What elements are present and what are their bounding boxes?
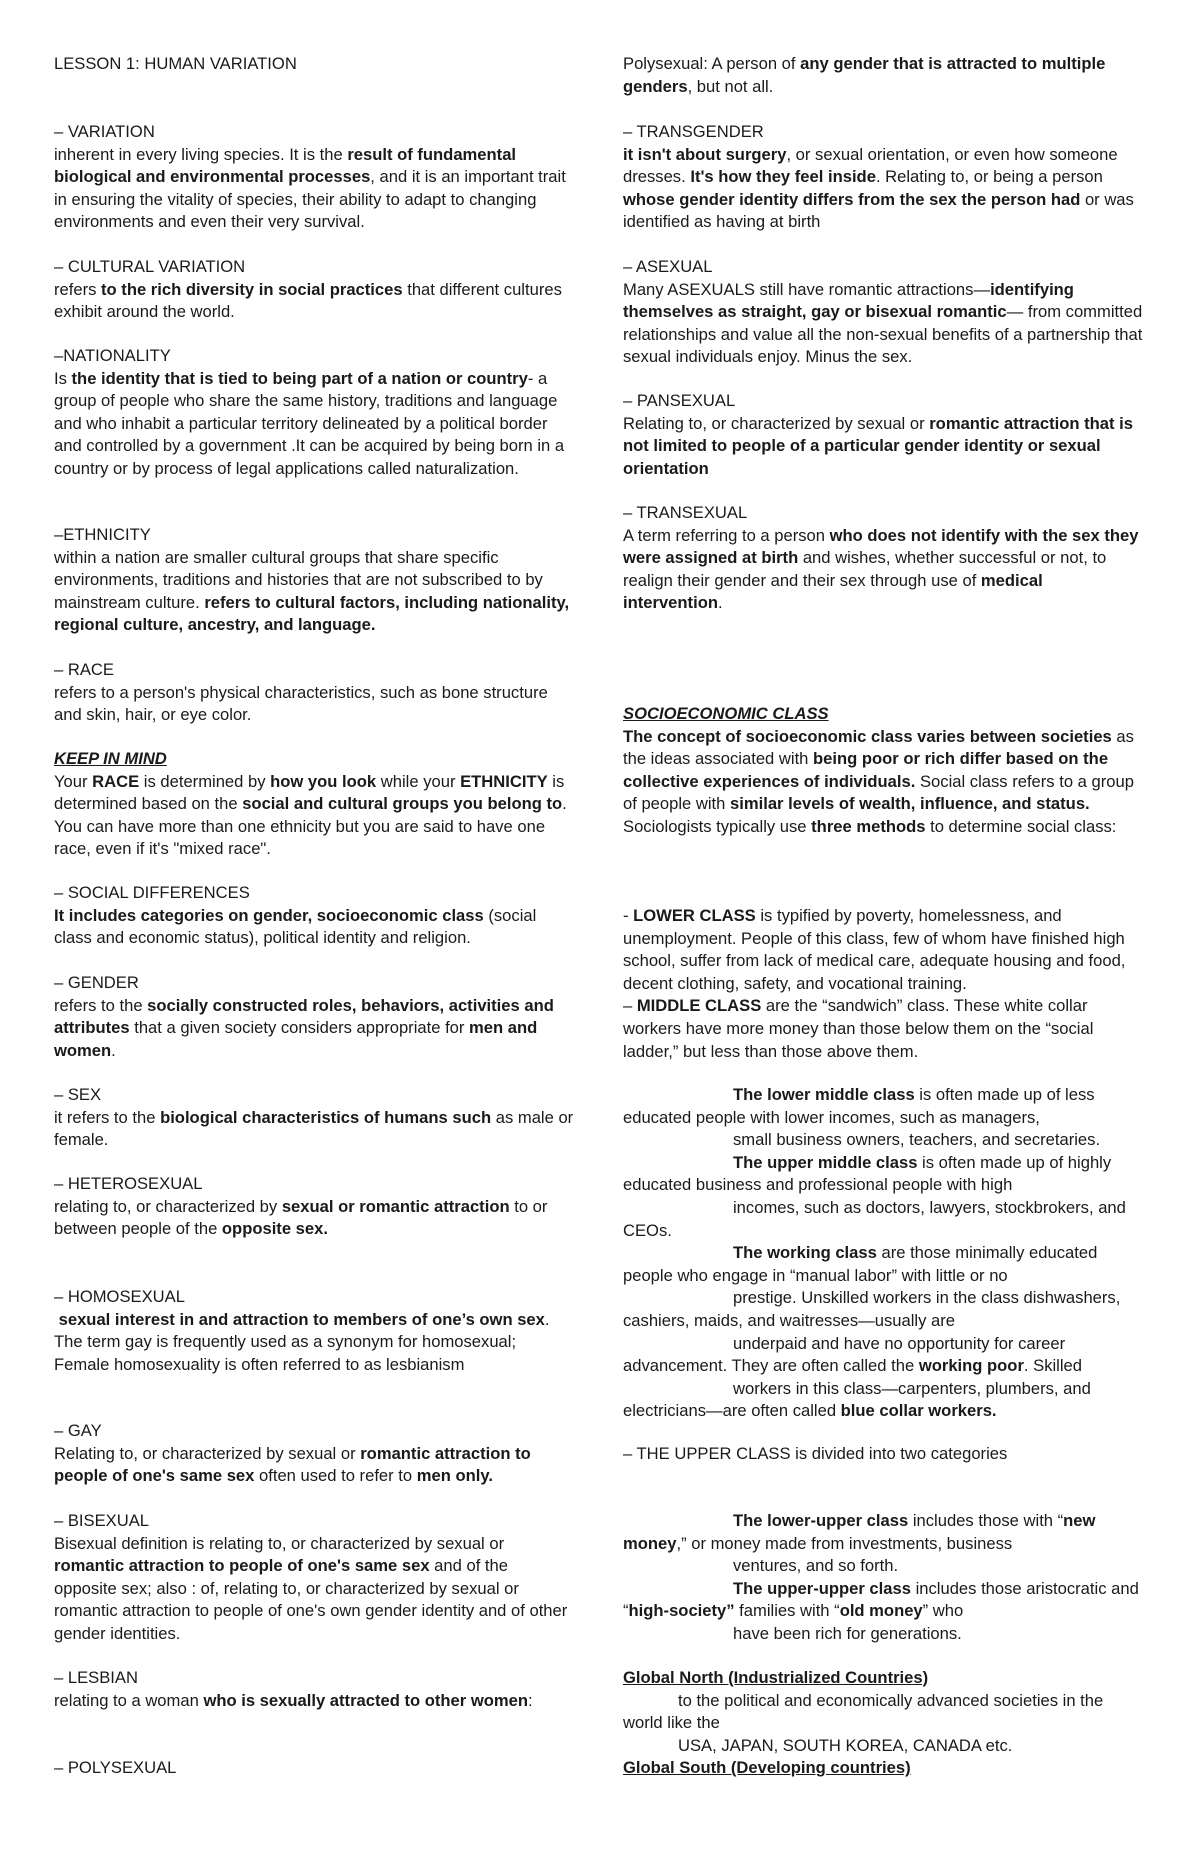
section-sex [54,1084,574,1152]
section-global-north [623,1667,1143,1780]
section-heading: –NATIONALITY [54,346,171,365]
section-heading: Global North (Industrialized Countries) [623,1668,929,1687]
lower-middle-class-cont: small business owners, teachers, and secretaries. [733,1130,1101,1150]
section-homosexual [54,1286,574,1376]
section-body: refers to a person's physical characteristics, such as bone structure and skin, hair, or eye color. [54,682,548,725]
section-body: Relating to, or characterized by sexual or romantic attraction that is not limited to people of a particular gender identity or sexual orientation [623,413,1133,478]
section-heading: – HOMOSEXUAL [54,1287,185,1306]
section-heading: – VARIATION [54,122,155,141]
section-heading: – CULTURAL VARIATION [54,257,246,276]
section-body: Is the identity that is tied to being part of a nation or country- a group of people who share the same history, traditions and language and who inhabit a particular territory delineated by a political border and controlled by a government .It can be acquired by being born in a country or by process of legal applications called naturalization. [54,368,565,478]
section-heading: – SEX [54,1085,102,1104]
section-body: It includes categories on gender, socioeconomic class (social class and economic status), political identity and religion. [54,905,537,948]
section-heterosexual [54,1173,574,1241]
section-heading: – HETEROSEXUAL [54,1174,203,1193]
section-middle-class-subtypes [623,1084,1143,1423]
section-heading: –ETHNICITY [54,525,151,544]
section-transgender [623,121,1143,234]
section-body: Many ASEXUALS still have romantic attractions—identifying themselves as straight, gay or bisexual romantic— from committed relationships and value all the non-sexual benefits of a partnership that sexual individuals enjoy. Minus the sex. [623,279,1143,367]
section-nationality [54,345,574,481]
section-heading: – PANSEXUAL [623,391,736,410]
section-heading: KEEP IN MIND [54,749,167,768]
lower-upper-class-cont: ventures, and so forth. [733,1556,899,1576]
section-social-differences [54,882,574,950]
working-class-cont: workers in this class—carpenters, plumbers, and electricians—are often called blue collar workers. [623,1378,1091,1421]
working-class-cont: underpaid and have no opportunity for career advancement. They are often called the working poor. Skilled [623,1333,1083,1376]
section-body: A term referring to a person who does not identify with the sex they were assigned at birth and wishes, whether successful or not, to realign their gender and their sex through use of medical intervention. [623,525,1139,613]
section-heading: – POLYSEXUAL [54,1758,177,1777]
section-socioeconomic-class [623,703,1143,839]
lower-class-item: - LOWER CLASS is typified by poverty, homelessness, and unemployment. People of this class, few of whom have finished high school, suffer from lack of medical care, adequate housing and food, decent clothing, safety, and vocational training. [623,906,1126,993]
section-heading: – TRANSGENDER [623,122,764,141]
section-body: it refers to the biological characteristics of humans such as male or female. [54,1107,574,1150]
section-heading: SOCIOECONOMIC CLASS [623,704,829,723]
section-body: inherent in every living species. It is the result of fundamental biological and environmental processes, and it is an important trait in ensuring the vitality of species, their ability to adapt to changing environments and even their very survival. [54,144,566,232]
upper-middle-class-cont: incomes, such as doctors, lawyers, stockbrokers, and CEOs. [623,1197,1126,1240]
section-keep-in-mind [54,748,574,861]
lower-upper-class-item: The lower-upper class includes those with “new money,” or money made from investments, business [623,1511,1096,1553]
section-body: to the political and economically advanced societies in the world like the [623,1690,1104,1733]
section-pansexual [623,390,1143,480]
section-body: relating to a woman who is sexually attracted to other women: [54,1690,533,1710]
section-transexual [623,502,1143,615]
working-class-item: The working class are those minimally educated people who engage in “manual labor” with little or no [623,1243,1098,1285]
section-body: sexual interest in and attraction to members of one’s own sex. The term gay is frequently used as a synonym for homosexual; Female homosexuality is often referred to as lesbianism [54,1309,550,1374]
section-polysexual-heading [54,1757,574,1780]
section-heading: – TRANSEXUAL [623,503,748,522]
section-gay [54,1420,574,1488]
section-body: Bisexual definition is relating to, or characterized by sexual or romantic attraction to people of one's same sex and of the opposite sex; also : of, relating to, or characterized by sexual or romantic attraction to people of one's own gender identity and of other gender identities. [54,1533,568,1643]
upper-middle-class-item: The upper middle class is often made up of highly educated business and professional people with high [623,1152,1112,1195]
section-body: Relating to, or characterized by sexual or romantic attraction to people of one's same sex often used to refer to men only. [54,1443,531,1486]
section-body: Your RACE is determined by how you look while your ETHNICITY is determined based on the social and cultural groups you belong to. You can have more than one ethnicity but you are said to have one race, even if it's "mixed race". [54,771,567,859]
upper-upper-class-cont: have been rich for generations. [733,1623,962,1643]
upper-upper-class-item: The upper-upper class includes those aristocratic and “high-society” families with “old money” who [623,1578,1139,1621]
section-heading: – SOCIAL DIFFERENCES [54,883,250,902]
section-cultural-variation [54,256,574,324]
section-body: The concept of socioeconomic class varies between societies as the ideas associated with being poor or rich differ based on the collective experiences of individuals. Social class refers to a group of people with similar levels of wealth, influence, and status. Sociologists typically use three methods to determine social class: [623,726,1134,836]
section-body-cont: USA, JAPAN, SOUTH KOREA, CANADA etc. [678,1735,1013,1755]
lower-middle-class-item: The lower middle class is often made up of less educated people with lower incomes, such as managers, [623,1085,1095,1127]
section-heading: – LESBIAN [54,1668,138,1687]
section-body: refers to the rich diversity in social practices that different cultures exhibit around the world. [54,279,562,322]
section-variation [54,121,574,234]
upper-class-item: – THE UPPER CLASS is divided into two categories [623,1444,1008,1463]
section-polysexual-body [623,53,1143,98]
section-body: it isn't about surgery, or sexual orientation, or even how someone dresses. It's how they feel inside. Relating to, or being a person whose gender identity differs from the sex the person had or was identified as having at birth [623,144,1134,232]
section-heading: – GAY [54,1421,102,1440]
section-upper-class-subtypes [623,1510,1143,1646]
section-lower-middle-class-list [623,905,1143,1063]
lesson-title: LESSON 1: HUMAN VARIATION [54,54,297,73]
section-upper-class [623,1443,1143,1466]
section-body: refers to the socially constructed roles, behaviors, activities and attributes that a given society considers appropriate for men and women. [54,995,554,1060]
section-body: relating to, or characterized by sexual or romantic attraction to or between people of the opposite sex. [54,1196,548,1239]
section-heading: – BISEXUAL [54,1511,150,1530]
section-gender [54,972,574,1062]
section-asexual [623,256,1143,369]
section-ethnicity [54,524,574,637]
section-body: within a nation are smaller cultural groups that share specific environments, traditions and histories that are not subscribed to by mainstream culture. refers to cultural factors, including nationality, regional culture, ancestry, and language. [54,547,570,635]
section-heading: Global South (Developing countries) [623,1758,911,1778]
section-heading: – ASEXUAL [623,257,713,276]
section-race [54,659,574,727]
section-body: Polysexual: A person of any gender that is attracted to multiple genders, but not all. [623,54,1106,96]
section-heading: – GENDER [54,973,139,992]
section-lesbian [54,1667,574,1712]
section-heading: – RACE [54,660,114,679]
section-bisexual [54,1510,574,1646]
middle-class-item: – MIDDLE CLASS are the “sandwich” class. These white collar workers have more money than those below them on the “social ladder,” but less than those above them. [623,996,1094,1061]
working-class-cont: prestige. Unskilled workers in the class dishwashers, cashiers, maids, and waitresses—usually are [623,1288,1121,1330]
